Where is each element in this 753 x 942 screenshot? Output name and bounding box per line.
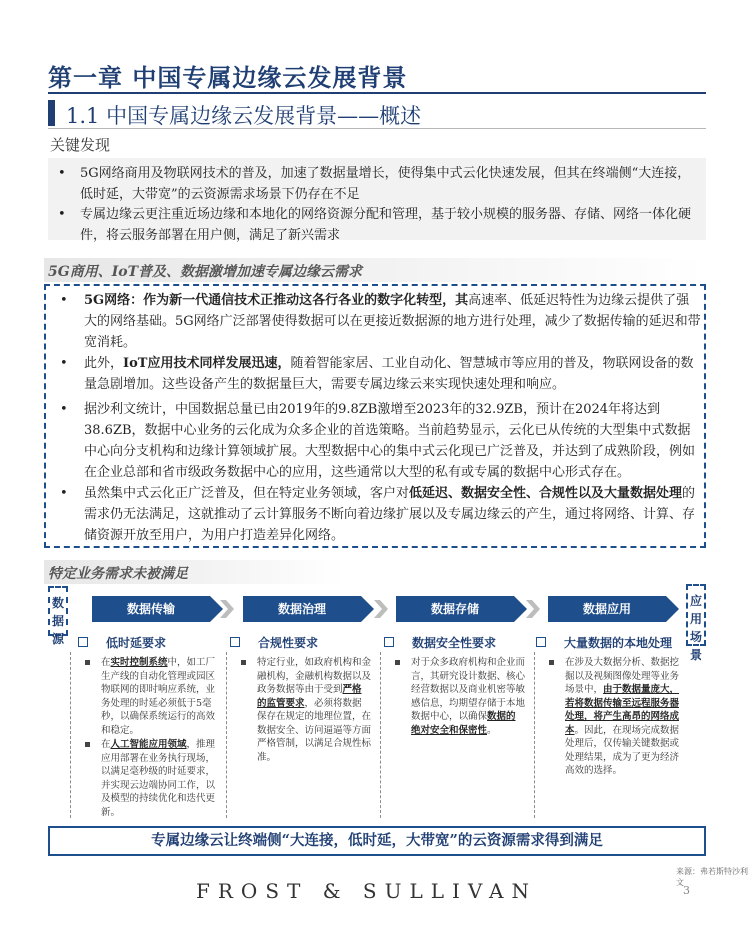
checkbox-square-icon — [230, 637, 240, 647]
chapter-title: 第一章 中国专属边缘云发展背景 — [48, 63, 408, 92]
section-divider — [48, 128, 706, 129]
stage-data-application: 数据应用 — [548, 596, 666, 622]
checkbox-square-icon — [78, 637, 88, 647]
requirement-bullet: 在实时控制系统中，如工厂生产线的自动化管理或园区物联网的即时响应系统，业务处理的时延必须低于5毫秒，以确保系统运行的高效和稳定。 — [101, 656, 219, 737]
detail-item — [84, 290, 702, 353]
requirement-column — [226, 652, 377, 818]
chevron-right-icon — [218, 598, 236, 620]
requirement-bullet: 在人工智能应用领域，推理应用部署在业务执行现场，以满足毫秒级的时延要求，并实现云边端协同工作，以及模型的持续优化和迭代更新。 — [101, 738, 219, 819]
requirement-column — [380, 652, 531, 818]
stage-data-transmission: 数据传输 — [92, 596, 210, 622]
section-heading: 5G商用、IoT普及、数据激增加速专属边缘云需求 — [48, 264, 363, 280]
detail-item — [84, 353, 702, 395]
data-source-label: 数据源 — [48, 586, 68, 636]
stage-data-storage: 数据存储 — [396, 596, 514, 622]
detail-lead: 5G网络：作为新一代通信技术正推动这各行各业的数字化转型， — [84, 293, 456, 308]
detail-text: 的需求仍无法满足，这就推动了云计算服务不断向着边缘扩展以及专属边缘云的产生，通过将网络、计算、存储资源开放至用户，为用户打造差异化网络。 — [84, 486, 696, 543]
requirement-column — [70, 652, 223, 818]
details-box — [44, 284, 706, 548]
section-heading: 特定业务需求未被满足 — [48, 566, 188, 582]
detail-text: 随着智能家居、工业自动化、智慧城市等应用的普及，物联网设备的数量急剧增加。这些设备产生的数据量巨大，需要专属边缘云来实现快速处理和响应。 — [84, 356, 694, 392]
key-findings-box — [48, 158, 706, 243]
requirement-column — [534, 652, 685, 818]
detail-lead: IoT应用技术同样发展迅速， — [123, 356, 291, 371]
requirement-title: 大量数据的本地处理 — [536, 634, 672, 651]
requirement-bullet: 特定行业，如政府机构和金融机构，金融机构数据以及政务数据等由于受到严格的监管要求，必须将数据保存在规定的地理位置，在数据安全、访问逼逼等方面严格管制，以满足合规性标准。 — [257, 657, 372, 763]
detail-lead: 低延迟、数据安全性、合规性以及大量数据处理 — [409, 486, 683, 501]
section-band — [44, 560, 344, 584]
frost-sullivan-logo: FROST & SULLIVAN — [196, 879, 537, 903]
checkbox-square-icon — [384, 637, 394, 647]
source-note: 来源：弗若斯特沙利文 — [676, 867, 748, 887]
requirement-title: 低时延要求 — [78, 634, 166, 651]
detail-item — [84, 483, 702, 546]
detail-item — [84, 399, 702, 483]
key-finding-item: • 5G网络商用及物联网技术的普及，加速了数据量增长，使得集中式云化快速发展，但其在终端侧“大连接，低时延，大带宽”的云资源需求场景下仍存在不足 — [80, 163, 692, 205]
section-marker — [48, 100, 55, 126]
chevron-right-icon — [524, 598, 542, 620]
key-findings-label: 关键发现 — [50, 136, 111, 154]
requirement-bullet: 对于众多政府机构和企业而言，其研究设计数据、核心经营数据以及商业机密等敏感信息，均期望存储于本地数据中心，以确保数据的绝对安全和保密性。 — [411, 657, 526, 736]
requirement-title: 合规性要求 — [230, 634, 318, 651]
stage-data-governance: 数据治理 — [243, 596, 361, 622]
chapter-divider — [48, 92, 706, 94]
key-finding-item: • 专属边缘云更注重近场边缘和本地化的网络资源分配和管理，基于较小规模的服务器、存储、网络一体化硬件，将云服务部署在用户侧，满足了新兴需求 — [80, 204, 692, 246]
section-title: 1.1 中国专属边缘云发展背景——概述 — [66, 104, 422, 128]
checkbox-square-icon — [536, 637, 546, 647]
application-scene-label: 应用场景 — [686, 584, 706, 646]
section-band — [44, 258, 706, 282]
chevron-right-icon — [372, 598, 390, 620]
detail-text: 据沙利文统计，中国数据总量已由2019年的9.8ZB激增至2023年的32.9ZB，预计在2024年将达到38.6ZB，数据中心业务的云化成为众多企业的首选策略。当前趋势显示，云化已从传统的大型集中式数据中心向分支机构和边缘计算领域扩展。大型数据中心的集中式云化现已广泛普及，并达到了成熟阶段，例如在企业总部和省市级政务数据中心的应用，这些通常以大型的私有或专属的数据中心形式存在。 — [84, 402, 696, 480]
conclusion-banner: 专属边缘云让终端侧“大连接，低时延，大带宽”的云资源需求得到满足 — [48, 826, 706, 856]
requirement-title: 数据安全性要求 — [384, 634, 496, 651]
detail-text: 高速率、低延迟特性为边缘云提供了强大的网络基础。5G网络广泛部署使得数据可以在更接近数据源的地方进行处理，减少了数据传输的延迟和带宽消耗。 — [84, 293, 701, 350]
detail-lead-tail: 其 — [455, 293, 469, 308]
detail-prefix: 此外， — [84, 356, 124, 371]
page-number: 3 — [683, 884, 690, 897]
requirement-bullet: 在涉及大数据分析、数据挖掘以及视频图像处理等业务场景中，由于数据量庞大，若将数据传输至远程服务器处理，将产生高昂的网络成本。因此，在现场完成数据处理后，仅传输关键数据或处理结果，成为了更为经济高效的选择。 — [565, 657, 680, 776]
detail-prefix: 虽然集中式云化正广泛普及，但在特定业务领域，客户对 — [84, 486, 410, 501]
